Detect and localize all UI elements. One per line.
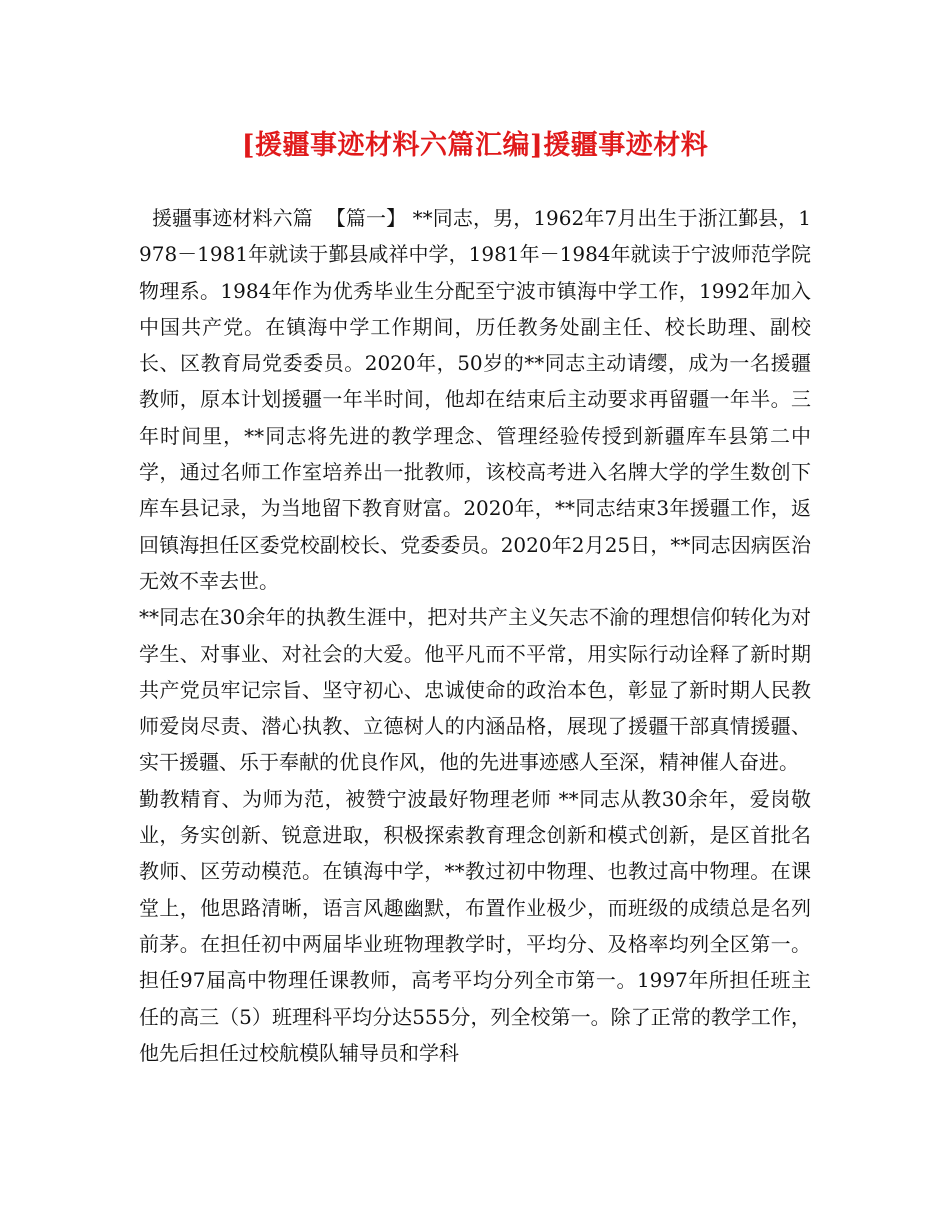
paragraph: **同志在30余年的执教生涯中，把对共产主义矢志不渝的理想信仰转化为对学生、对事业、对社会的大爱。他平凡而不平常，用实际行动诠释了新时期共产党员牢记宗旨、坚守初心、忠诚使命的政治本色，彰显了新时期人民教师爱岗尽责、潜心执教、立德树人的内涵品格，展现了援疆干部真情援疆、实干援疆、乐于奉献的优良作风，他的先进事迹感人至深，精神催人奋进。	[139, 605, 811, 775]
document-title: [援疆事迹材料六篇汇编]援疆事迹材料	[241, 130, 709, 161]
document-body	[139, 200, 811, 1071]
paragraph: 勤教精育、为师为范，被赞宁波最好物理老师 **同志从教30余年，爱岗敬业，务实创新、锐意进取，积极探索教育理念创新和模式创新，是区首批名教师、区劳动模范。在镇海中学，**教过初中物理、也教过高中物理。在课堂上，他思路清晰，语言风趣幽默，布置作业极少，而班级的成绩总是名列前茅。在担任初中两届毕业班物理教学时，平均分、及格率均列全区第一。担任97届高中物理任课教师，高考平均分列全市第一。1997年所担任班主任的高三（5）班理科平均分达555分，列全校第一。除了正常的教学工作，他先后担任过校航模队辅导员和学科	[139, 786, 811, 1065]
paragraph: 援疆事迹材料六篇 【篇一】 **同志，男，1962年7月出生于浙江鄞县，1978－1981年就读于鄞县咸祥中学，1981年－1984年就读于宁波师范学院物理系。1984年作为优秀毕业生分配至宁波市镇海中学工作，1992年加入中国共产党。在镇海中学工作期间，历任教务处副主任、校长助理、副校长、区教育局党委委员。2020年，50岁的**同志主动请缨，成为一名援疆教师，原本计划援疆一年半时间，他却在结束后主动要求再留疆一年半。三年时间里，**同志将先进的教学理念、管理经验传授到新疆库车县第二中学，通过名师工作室培养出一批教师，该校高考进入名牌大学的学生数创下库车县记录，为当地留下教育财富。2020年，**同志结束3年援疆工作，返回镇海担任区委党校副校长、党委委员。2020年2月25日，**同志因病医治无效不幸去世。	[139, 206, 811, 593]
